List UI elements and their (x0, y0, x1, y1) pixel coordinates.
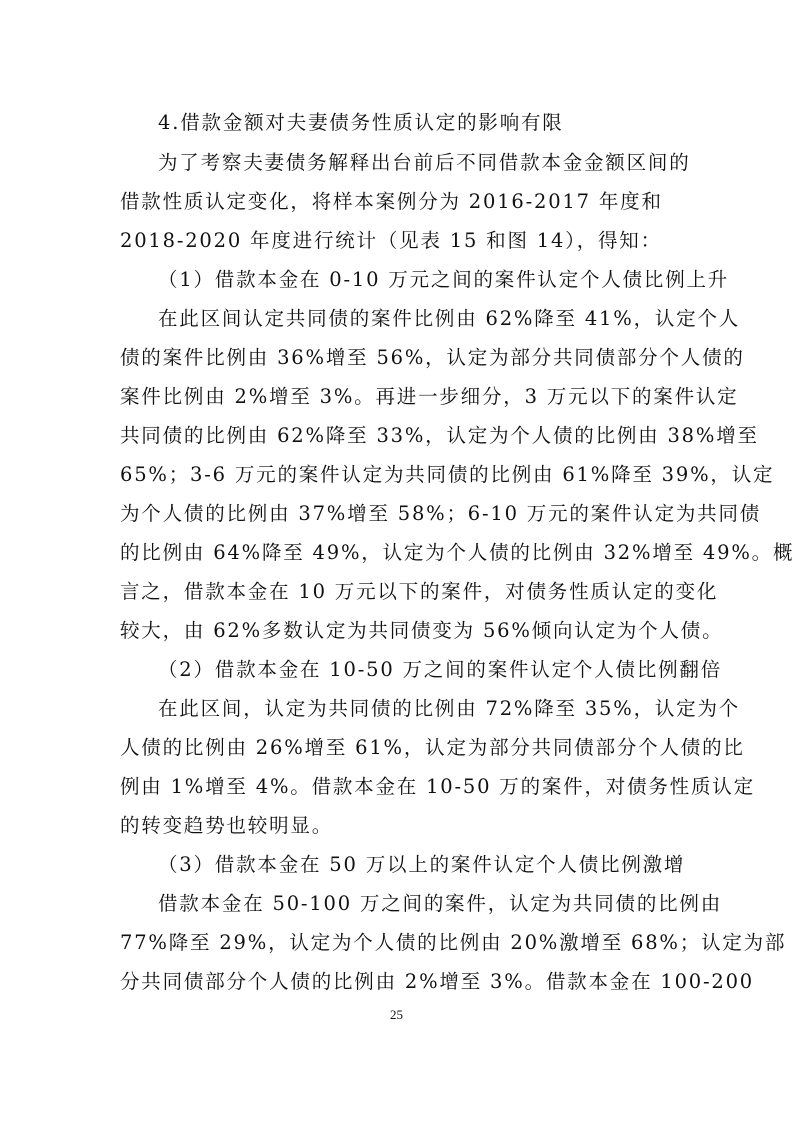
intro-line: 为了考察夫妻债务解释出台前后不同借款本金金额区间的 (158, 151, 691, 174)
intro-line: 2018-2020 年度进行统计（见表 15 和图 14），得知： (120, 229, 662, 252)
paragraph-line: 例由 1%增至 4%。借款本金在 10-50 万的案件，对债务性质认定 (120, 775, 755, 798)
paragraph-line: 的比例由 64%降至 49%，认定为个人债的比例由 32%增至 49%。概 (120, 541, 794, 564)
paragraph-line: 共同债的比例由 62%降至 33%，认定为个人债的比例由 38%增至 (120, 424, 759, 447)
paragraph-line: 77%降至 29%，认定为个人债的比例由 20%激增至 68%；认定为部 (120, 931, 787, 954)
intro-line: 借款性质认定变化，将样本案例分为 2016-2017 年度和 (120, 190, 663, 213)
page-number: 25 (390, 1007, 403, 1022)
paragraph-line: 债的案件比例由 36%增至 56%，认定为部分共同债部分个人债的 (120, 346, 745, 369)
paragraph-line: 在此区间认定共同债的案件比例由 62%降至 41%，认定个人 (158, 307, 741, 330)
paragraph-line: 较大，由 62%多数认定为共同债变为 56%倾向认定为个人债。 (120, 619, 724, 642)
subsection-heading-1: （1）借款本金在 0-10 万元之间的案件认定个人债比例上升 (158, 268, 730, 291)
paragraph-line: 的转变趋势也较明显。 (120, 814, 334, 837)
paragraph-line: 案件比例由 2%增至 3%。再进一步细分，3 万元以下的案件认定 (120, 385, 739, 408)
paragraph-line: 人债的比例由 26%增至 61%，认定为部分共同债部分个人债的比 (120, 736, 745, 759)
paragraph-line: 在此区间，认定为共同债的比例由 72%降至 35%，认定为个 (158, 697, 741, 720)
section-heading: 4.借款金额对夫妻债务性质认定的影响有限 (158, 111, 564, 134)
subsection-heading-2: （2）借款本金在 10-50 万之间的案件认定个人债比例翻倍 (158, 658, 723, 681)
subsection-heading-3: （3）借款本金在 50 万以上的案件认定个人债比例激增 (158, 853, 686, 876)
paragraph-line: 为个人债的比例由 37%增至 58%；6-10 万元的案件认定为共同债 (120, 502, 762, 525)
paragraph-line: 分共同债部分个人债的比例由 2%增至 3%。借款本金在 100-200 (120, 970, 754, 993)
paragraph-line: 言之，借款本金在 10 万元以下的案件，对债务性质认定的变化 (120, 580, 719, 603)
paragraph-line: 65%；3-6 万元的案件认定为共同债的比例由 61%降至 39%，认定 (120, 463, 775, 486)
paragraph-line: 借款本金在 50-100 万之间的案件，认定为共同债的比例由 (158, 892, 723, 915)
